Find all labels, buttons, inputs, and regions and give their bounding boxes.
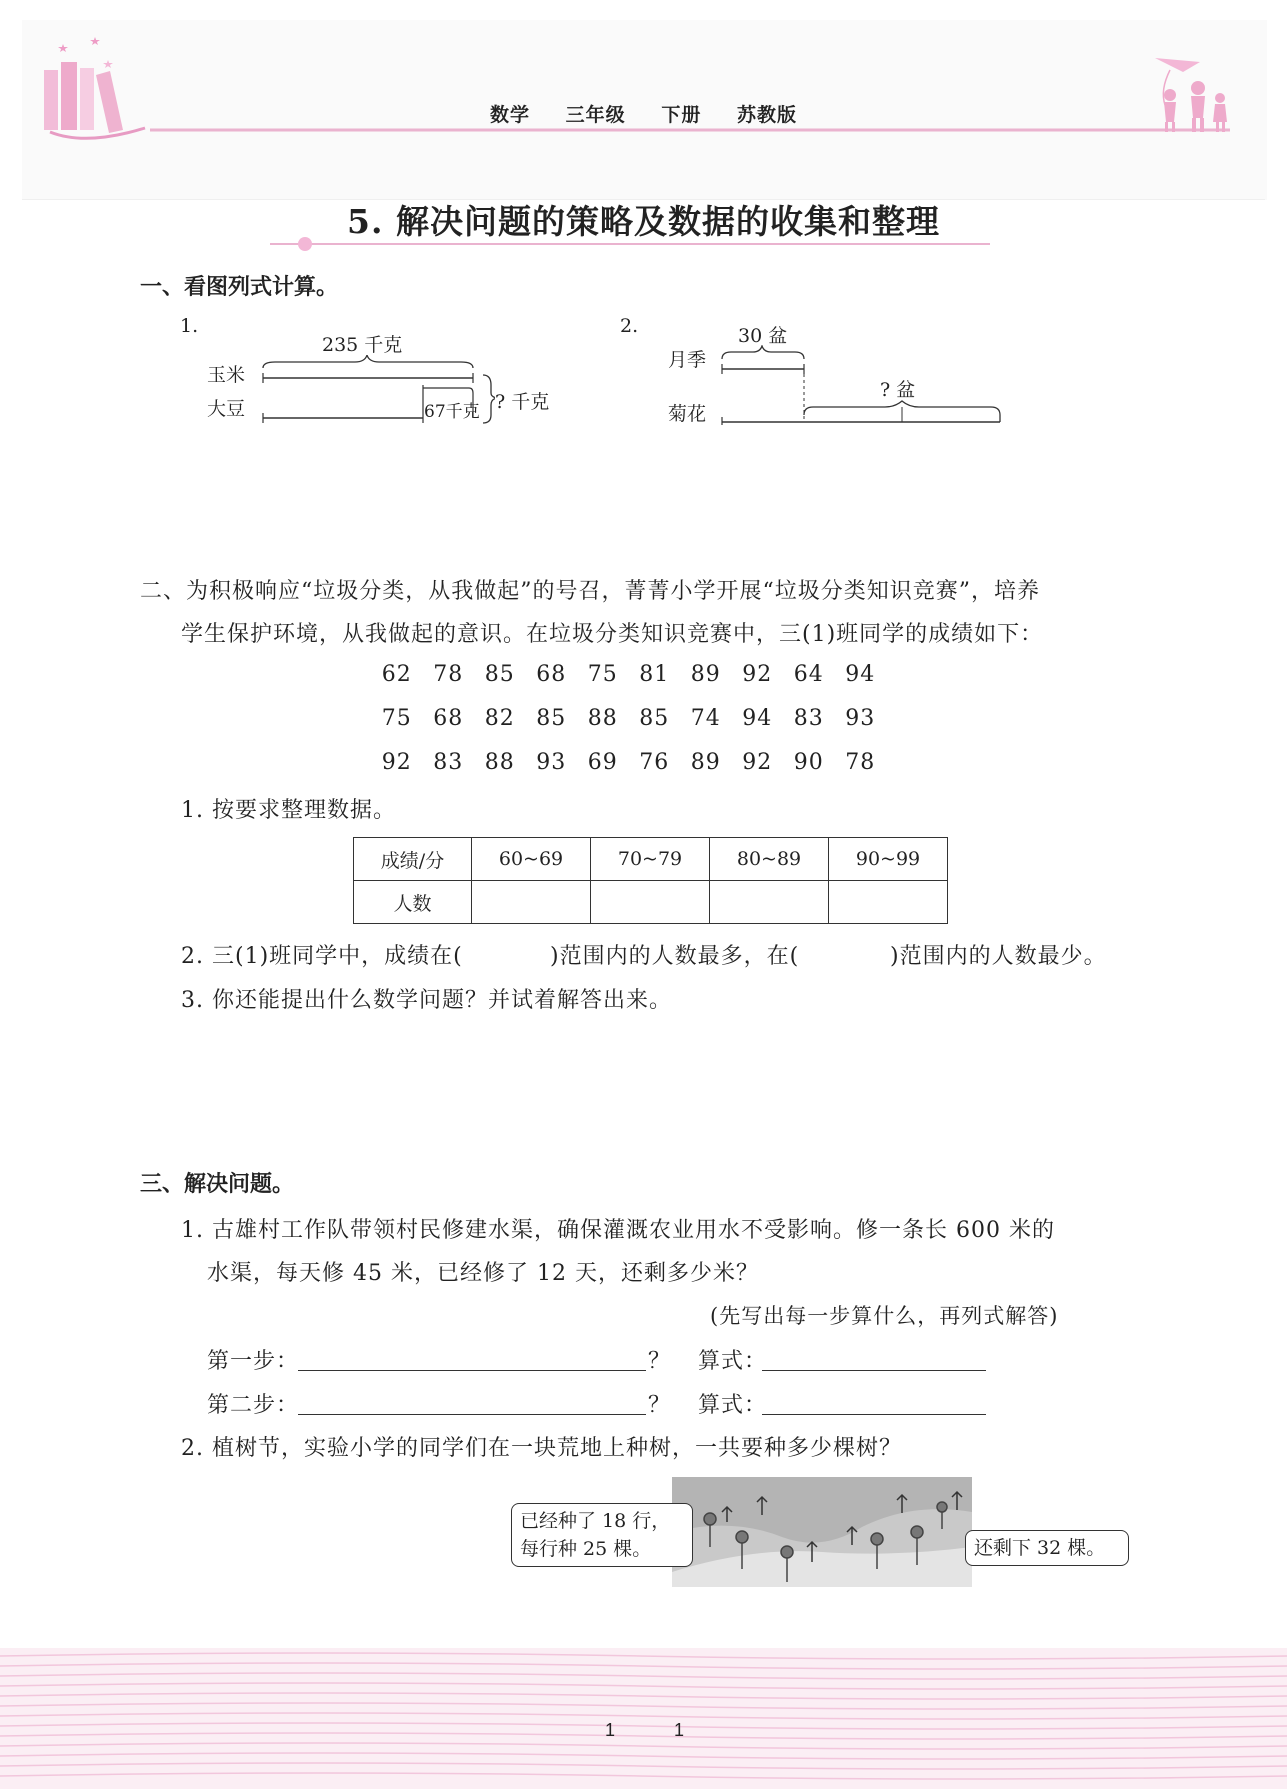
score-table xyxy=(353,837,948,924)
score: 76 xyxy=(639,750,670,775)
table-header-cell: 80~89 xyxy=(710,838,829,881)
s3-q2: 2. 植树节，实验小学的同学们在一块荒地上种树，一共要种多少棵树？ xyxy=(181,1436,902,1461)
step2-qmark: ？ xyxy=(648,1393,672,1418)
s1-q2-number: 2. xyxy=(620,315,639,337)
step1-answer-line[interactable] xyxy=(298,1344,646,1371)
score: 93 xyxy=(536,750,567,775)
s2-scores-row-3 xyxy=(371,750,886,775)
s1-q1-diagram xyxy=(255,355,495,425)
s2-intro-line1: 二、为积极响应“垃圾分类，从我做起”的号召，菁菁小学开展“垃圾分类知识竞赛”，培养 xyxy=(140,579,1040,604)
table-row xyxy=(354,838,948,881)
score: 69 xyxy=(587,750,618,775)
speech-bubble-right xyxy=(965,1530,1129,1566)
s2-q1: 1. 按要求整理数据。 xyxy=(181,798,396,823)
s3-q1-hint: (先写出每一步算什么，再列式解答) xyxy=(710,1304,1059,1328)
score: 90 xyxy=(793,750,824,775)
score: 94 xyxy=(742,706,773,731)
s1-q1-top-label: 235 千克 xyxy=(322,334,403,356)
s1-q1-row1-label: 玉米 xyxy=(207,364,246,386)
score: 68 xyxy=(433,706,464,731)
s1-q1-diff-label: 67千克 xyxy=(424,402,480,422)
score: 93 xyxy=(845,706,876,731)
score: 62 xyxy=(381,662,412,687)
score: 85 xyxy=(536,706,567,731)
s1-q1-unknown-label: ? 千克 xyxy=(495,391,550,413)
score: 68 xyxy=(536,662,567,687)
s2-scores-row-1 xyxy=(371,662,886,687)
section1-heading: 一、看图列式计算。 xyxy=(140,274,339,300)
page-number-a: 1 xyxy=(605,1720,616,1740)
s1-q2-diagram xyxy=(715,345,1005,425)
score: 88 xyxy=(587,706,618,731)
table-header-cell: 60~69 xyxy=(472,838,591,881)
s2-scores-row-2 xyxy=(371,706,886,731)
s2-q3: 3. 你还能提出什么数学问题？并试着解答出来。 xyxy=(181,988,672,1013)
s1-q2-row1-label: 月季 xyxy=(668,349,707,371)
score: 88 xyxy=(484,750,515,775)
header-grade: 三年级 xyxy=(565,104,626,126)
page-title: 5. 解决问题的策略及数据的收集和整理 xyxy=(347,202,940,241)
table-header-cell: 90~99 xyxy=(829,838,948,881)
score: 74 xyxy=(690,706,721,731)
page-number-b: 1 xyxy=(674,1720,685,1740)
footer-stripes xyxy=(0,1648,1287,1789)
score: 83 xyxy=(793,706,824,731)
s3-q1-line1: 1. 古雄村工作队带领村民修建水渠，确保灌溉农业用水不受影响。修一条长 600 米的 xyxy=(181,1218,1055,1243)
header-volume: 下册 xyxy=(661,104,702,126)
formula2-label: 算式： xyxy=(698,1393,768,1418)
bubble-right-text: 还剩下 32 棵。 xyxy=(974,1537,1106,1559)
score: 83 xyxy=(433,750,464,775)
step2-label: 第二步： xyxy=(207,1393,300,1418)
score: 82 xyxy=(484,706,515,731)
formula1-label: 算式： xyxy=(698,1349,768,1374)
score: 78 xyxy=(845,750,876,775)
s3-q1-line2: 水渠，每天修 45 米，已经修了 12 天，还剩多少米？ xyxy=(207,1261,759,1286)
step1-label: 第一步： xyxy=(207,1349,300,1374)
table-header-cell: 成绩/分 xyxy=(354,838,472,881)
header-edition: 苏教版 xyxy=(736,104,797,126)
header-text xyxy=(0,100,1287,127)
score: 89 xyxy=(690,662,721,687)
s2-q2-part-a: 2. 三(1)班同学中，成绩在( xyxy=(181,944,463,969)
score: 89 xyxy=(690,750,721,775)
tree-planting-illustration xyxy=(672,1477,972,1587)
score: 75 xyxy=(381,706,412,731)
table-row-label: 人数 xyxy=(354,881,472,924)
s2-intro-line2: 学生保护环境，从我做起的意识。在垃圾分类知识竞赛中，三(1)班同学的成绩如下： xyxy=(181,622,1044,647)
score: 78 xyxy=(433,662,464,687)
s1-q2-top-label: 30 盆 xyxy=(738,325,788,347)
answer-cell[interactable] xyxy=(710,881,829,924)
bubble-left-line1: 已经种了 18 行， xyxy=(520,1510,671,1532)
score: 94 xyxy=(845,662,876,687)
header-subject: 数学 xyxy=(490,104,531,126)
section3-heading: 三、解决问题。 xyxy=(140,1171,295,1197)
s1-q1-row2-label: 大豆 xyxy=(207,398,246,420)
s1-q2-row2-label: 菊花 xyxy=(668,403,707,425)
score: 92 xyxy=(381,750,412,775)
formula1-answer-line[interactable] xyxy=(762,1344,986,1371)
title-underline xyxy=(260,236,1000,252)
score: 92 xyxy=(742,662,773,687)
answer-cell[interactable] xyxy=(472,881,591,924)
table-header-cell: 70~79 xyxy=(591,838,710,881)
answer-cell[interactable] xyxy=(591,881,710,924)
score: 85 xyxy=(484,662,515,687)
bubble-left-line2: 每行种 25 棵。 xyxy=(520,1538,652,1560)
score: 85 xyxy=(639,706,670,731)
answer-cell[interactable] xyxy=(829,881,948,924)
score: 92 xyxy=(742,750,773,775)
s2-q2-part-b: )范围内的人数最多，在( xyxy=(550,944,800,969)
s1-q2-unknown-label: ? 盆 xyxy=(880,379,916,401)
step2-answer-line[interactable] xyxy=(298,1388,646,1415)
speech-bubble-left xyxy=(511,1503,693,1567)
formula2-answer-line[interactable] xyxy=(762,1388,986,1415)
s1-q1-number: 1. xyxy=(180,315,199,337)
score: 75 xyxy=(587,662,618,687)
table-row xyxy=(354,881,948,924)
s2-q2-part-c: )范围内的人数最少。 xyxy=(890,944,1107,969)
step1-qmark: ？ xyxy=(648,1349,672,1374)
score: 64 xyxy=(793,662,824,687)
score: 81 xyxy=(639,662,670,687)
